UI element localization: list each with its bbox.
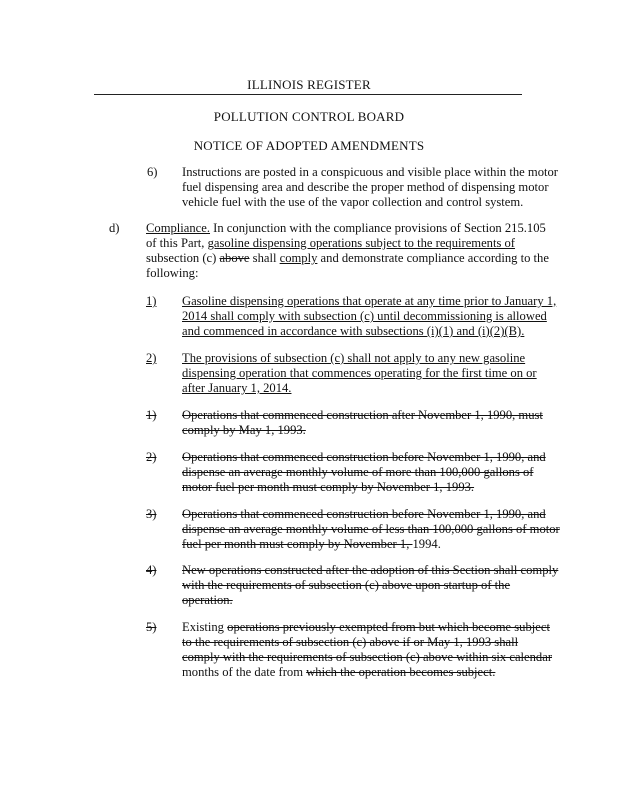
- deleted-item-3-line-2: dispense an average monthly volume of less than 100,000 gallons of motor: [182, 522, 560, 536]
- deleted-item-1-line-1: Operations that commenced construction after November 1, 1990, must: [182, 408, 543, 422]
- new-item-2-line-2: dispensing operation that commences operating for the first time on or: [182, 366, 537, 380]
- deleted-item-5-line-4: months of the date from which the operation becomes subject.: [182, 665, 496, 679]
- deleted-item-5-line-3: comply with the requirements of subsection (c) above within six calendar: [182, 650, 553, 664]
- deleted-item-4-number: 4): [146, 563, 157, 577]
- header-rule: [94, 94, 522, 95]
- new-item-2-line-1: The provisions of subsection (c) shall not apply to any new gasoline: [182, 351, 526, 365]
- item-d-number: d): [109, 221, 120, 235]
- item-6-line-1: Instructions are posted in a conspicuous and visible place within the motor: [182, 165, 558, 179]
- item-6-line-2: fuel dispensing area and describe the proper method of dispensing motor: [182, 180, 549, 194]
- item-d-line-1: Compliance. In conjunction with the compliance provisions of Section 215.105: [146, 221, 546, 235]
- deleted-item-5-line-1: Existing operations previously exempted from but which become subject: [182, 620, 550, 634]
- new-item-1-number: 1): [146, 294, 157, 308]
- deleted-item-3-line-3: fuel per month must comply by November 1, 1994.: [182, 537, 441, 551]
- deleted-item-3-number: 3): [146, 507, 157, 521]
- deleted-item-5-line-2: to the requirements of subsection (c) above if or May 1, 1993 shall: [182, 635, 519, 649]
- compliance-heading: Compliance.: [146, 221, 211, 235]
- item-6-number: 6): [147, 165, 158, 179]
- item-6-line-3: vehicle fuel with the use of the vapor collection and control system.: [182, 195, 524, 209]
- deleted-item-2-line-1: Operations that commenced construction before November 1, 1990, and: [182, 450, 546, 464]
- deleted-item-3-line-1: Operations that commenced construction before November 1, 1990, and: [182, 507, 546, 521]
- new-item-1-line-3: and commenced in accordance with subsections (i)(1) and (i)(2)(B).: [182, 324, 525, 338]
- deleted-item-5-number: 5): [146, 620, 157, 634]
- deleted-item-4-line-1: New operations constructed after the adoption of this Section shall comply: [182, 563, 559, 577]
- new-item-1-line-2: 2014 shall comply with subsection (c) until decommissioning is allowed: [182, 309, 547, 323]
- new-item-2-number: 2): [146, 351, 157, 365]
- deleted-item-2-line-3: motor fuel per month must comply by November 1, 1993.: [182, 480, 475, 494]
- agency-title: POLLUTION CONTROL BOARD: [213, 109, 405, 124]
- new-item-1-line-1: Gasoline dispensing operations that operate at any time prior to January 1,: [182, 294, 557, 308]
- notice-title: NOTICE OF ADOPTED AMENDMENTS: [193, 138, 425, 153]
- deleted-item-2-line-2: dispense an average monthly volume of more than 100,000 gallons of: [182, 465, 534, 479]
- deleted-item-1-line-2: comply by May 1, 1993.: [182, 423, 306, 437]
- item-d-line-2: of this Part, gasoline dispensing operations subject to the requirements of: [146, 236, 516, 250]
- deleted-item-2-number: 2): [146, 450, 157, 464]
- deleted-item-4-line-3: operation.: [182, 593, 233, 607]
- new-item-2-line-3: after January 1, 2014.: [182, 381, 292, 395]
- register-title: ILLINOIS REGISTER: [247, 77, 371, 92]
- item-d-line-4: following:: [146, 266, 199, 280]
- item-d-line-3: subsection (c) above shall comply and demonstrate compliance according to the: [146, 251, 549, 265]
- deleted-item-1-number: 1): [146, 408, 157, 422]
- deleted-item-4-line-2: with the requirements of subsection (c) above upon startup of the: [182, 578, 511, 592]
